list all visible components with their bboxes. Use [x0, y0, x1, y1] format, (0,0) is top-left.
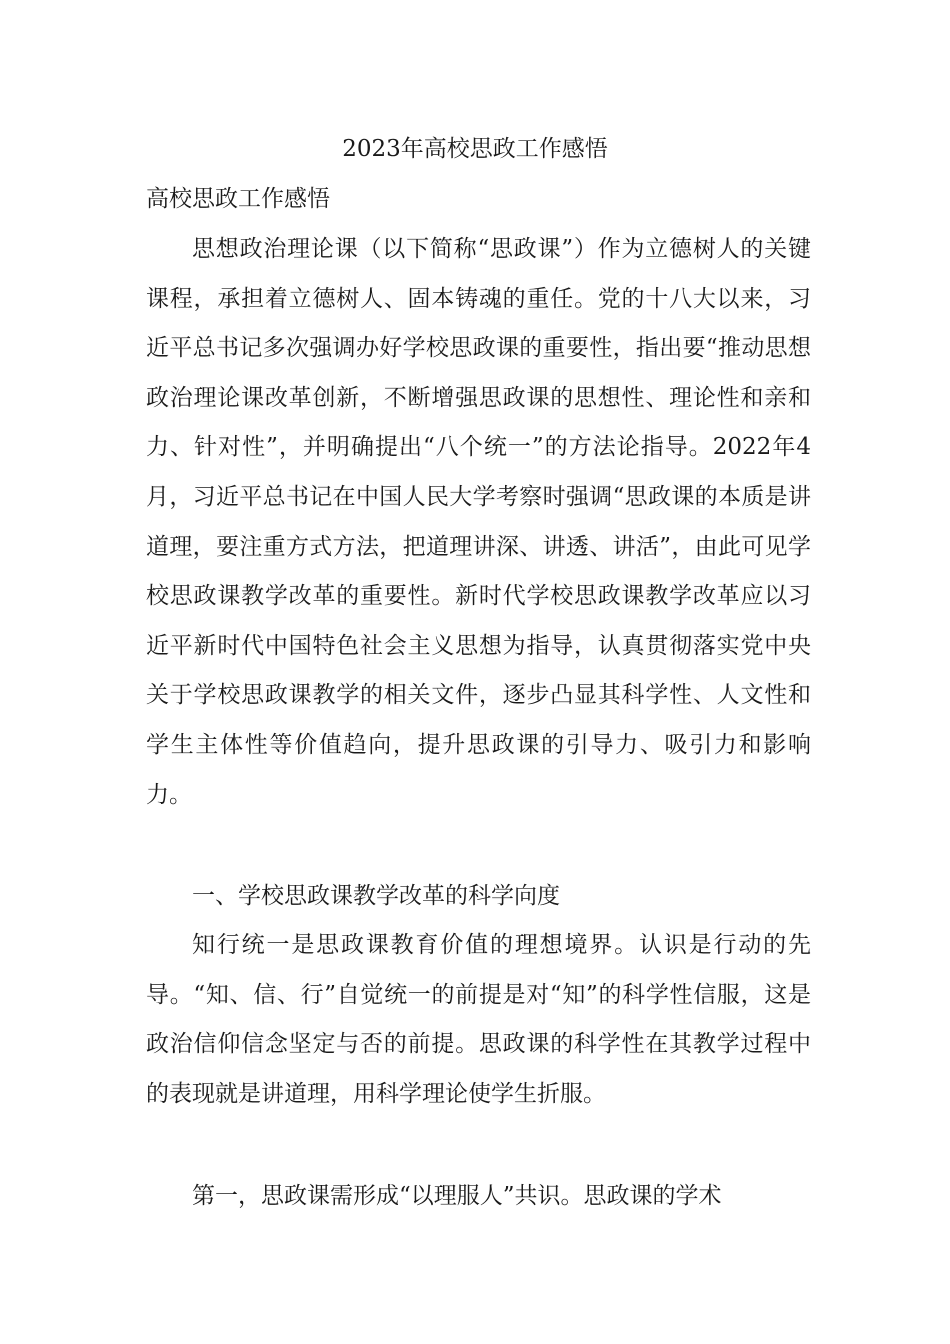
document-subtitle: 高校思政工作感悟: [146, 186, 330, 212]
paragraph-intro: 思想政治理论课（以下简称“思政课”）作为立德树人的关键课程，承担着立德树人、固本铸魂的重任。党的十八大以来，习近平总书记多次强调办好学校思政课的重要性，指出要“推动思想政治理论课改革创新，不断增强思政课的思想性、理论性和亲和力、针对性”，并明确提出“八个统一”的方法论指导。2022年4月，习近平总书记在中国人民大学考察时强调“思政课的本质是讲道理，要注重方式方法，把道理讲深、讲透、讲活”，由此可见学校思政课教学改革的重要性。新时代学校思政课教学改革应以习近平新时代中国特色社会主义思想为指导，认真贯彻落实党中央关于学校思政课教学的相关文件，逐步凸显其科学性、人文性和学生主体性等价值趋向，提升思政课的引导力、吸引力和影响力。: [146, 236, 811, 808]
paragraph-section-2: 第一，思政课需形成“以理服人”共识。思政课的学术: [192, 1183, 722, 1209]
section-heading: 一、学校思政课教学改革的科学向度: [192, 883, 560, 909]
paragraph-section-1: 知行统一是思政课教育价值的理想境界。认识是行动的先导。“知、信、行”自觉统一的前提是对“知”的科学性信服，这是政治信仰信念坚定与否的前提。思政课的科学性在其教学过程中的表现就是讲道理，用科学理论使学生折服。: [146, 932, 811, 1107]
document-title: 2023年高校思政工作感悟: [342, 136, 608, 162]
